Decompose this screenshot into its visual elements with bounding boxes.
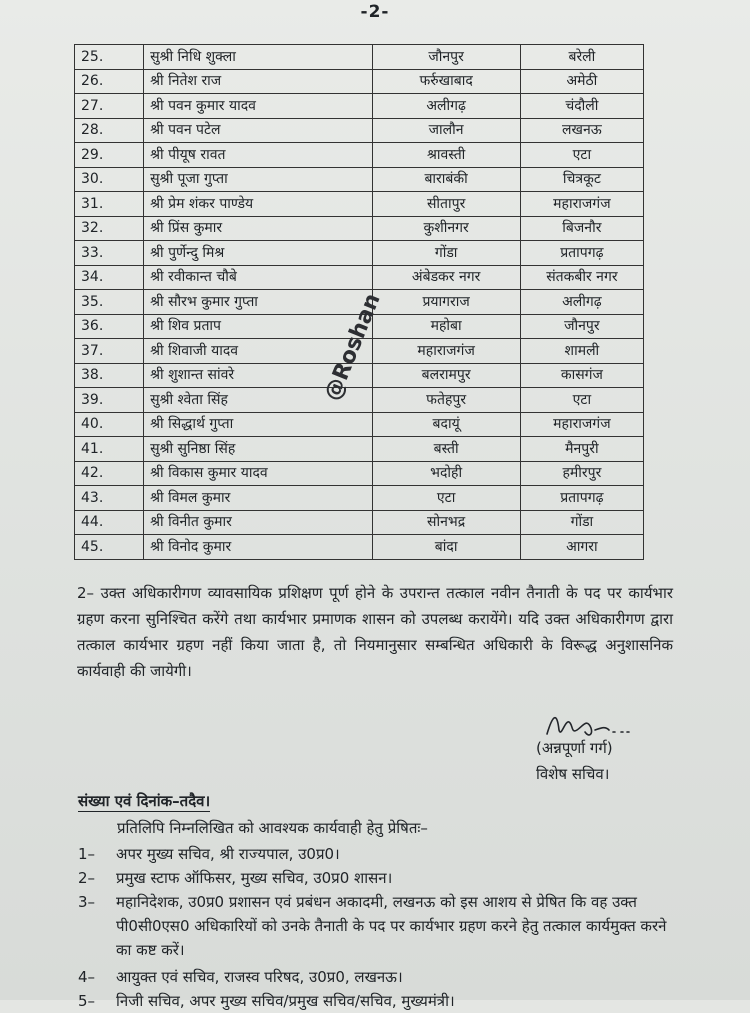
officer-name-cell: श्री पुर्णेन्दु मिश्र xyxy=(144,241,372,266)
officer-name-cell: श्री विनीत कुमार xyxy=(144,510,372,535)
list-item-number: 5– xyxy=(78,992,96,1010)
current-posting-cell: जालौन xyxy=(372,118,520,143)
officer-name-cell: श्री प्रिंस कुमार xyxy=(144,216,372,241)
new-posting-cell: बरेली xyxy=(520,45,643,70)
serial-number-cell: 35. xyxy=(75,290,144,315)
officer-name-cell: श्री रवीकान्त चौबे xyxy=(144,265,372,290)
serial-number-cell: 36. xyxy=(75,314,144,339)
serial-number-cell: 28. xyxy=(75,118,144,143)
serial-number-cell: 41. xyxy=(75,437,144,462)
list-item-text: निजी सचिव, अपर मुख्य सचिव/प्रमुख सचिव/सचिव, मुख्यमंत्री। xyxy=(116,992,455,1010)
serial-number-cell: 42. xyxy=(75,461,144,486)
new-posting-cell: एटा xyxy=(520,388,643,413)
officer-name-cell: श्री विमल कुमार xyxy=(144,486,372,511)
current-posting-cell: फतेहपुर xyxy=(372,388,520,413)
table-row xyxy=(75,265,644,290)
current-posting-cell: फर्रुखाबाद xyxy=(372,69,520,94)
serial-number-cell: 43. xyxy=(75,486,144,511)
serial-number-cell: 29. xyxy=(75,143,144,168)
serial-number-cell: 39. xyxy=(75,388,144,413)
officer-name-cell: श्री पवन पटेल xyxy=(144,118,372,143)
new-posting-cell: बिजनौर xyxy=(520,216,643,241)
current-posting-cell: कुशीनगर xyxy=(372,216,520,241)
new-posting-cell: संतकबीर नगर xyxy=(520,265,643,290)
table-row xyxy=(75,94,644,119)
serial-number-cell: 27. xyxy=(75,94,144,119)
serial-number-cell: 33. xyxy=(75,241,144,266)
serial-number-cell: 26. xyxy=(75,69,144,94)
list-item xyxy=(78,842,678,866)
officer-name-cell: सुश्री निधि शुक्ला xyxy=(144,45,372,70)
current-posting-cell: अलीगढ़ xyxy=(372,94,520,119)
serial-number-cell: 34. xyxy=(75,265,144,290)
new-posting-cell: अमेठी xyxy=(520,69,643,94)
serial-number-cell: 32. xyxy=(75,216,144,241)
officer-name-cell: सुश्री श्वेता सिंह xyxy=(144,388,372,413)
table-row xyxy=(75,69,644,94)
list-item-number: 4– xyxy=(78,968,96,986)
table-row xyxy=(75,241,644,266)
list-item-text: प्रमुख स्टाफ ऑफिसर, मुख्य सचिव, उ0प्र0 शासन। xyxy=(116,869,393,887)
current-posting-cell: महाराजगंज xyxy=(372,339,520,364)
reference-heading: संख्या एवं दिनांक–तदैव। xyxy=(78,792,211,810)
new-posting-cell: लखनऊ xyxy=(520,118,643,143)
list-item-number: 2– xyxy=(78,869,96,887)
new-posting-cell: महाराजगंज xyxy=(520,192,643,217)
officer-name-cell: श्री सिद्धार्थ गुप्ता xyxy=(144,412,372,437)
new-posting-cell: मैनपुरी xyxy=(520,437,643,462)
serial-number-cell: 31. xyxy=(75,192,144,217)
serial-number-cell: 37. xyxy=(75,339,144,364)
watermark: @Roshan xyxy=(320,289,386,405)
table-row xyxy=(75,143,644,168)
current-posting-cell: बस्ती xyxy=(372,437,520,462)
serial-number-cell: 38. xyxy=(75,363,144,388)
current-posting-cell: श्रावस्ती xyxy=(372,143,520,168)
current-posting-cell: गोंडा xyxy=(372,241,520,266)
serial-number-cell: 45. xyxy=(75,535,144,560)
current-posting-cell: जौनपुर xyxy=(372,45,520,70)
current-posting-cell: भदोही xyxy=(372,461,520,486)
current-posting-cell: सीतापुर xyxy=(372,192,520,217)
copy-intro: प्रतिलिपि निम्नलिखित को आवश्यक कार्यवाही हेतु प्रेषितः– xyxy=(117,819,428,837)
officer-name-cell: सुश्री सुनिष्ठा सिंह xyxy=(144,437,372,462)
table-row xyxy=(75,486,644,511)
current-posting-cell: प्रयागराज xyxy=(372,290,520,315)
new-posting-cell: गोंडा xyxy=(520,510,643,535)
officer-name-cell: श्री नितेश राज xyxy=(144,69,372,94)
list-item-text: अपर मुख्य सचिव, श्री राज्यपाल, उ0प्र0। xyxy=(116,845,340,863)
new-posting-cell: चित्रकूट xyxy=(520,167,643,192)
new-posting-cell: हमीरपुर xyxy=(520,461,643,486)
new-posting-cell: चंदौली xyxy=(520,94,643,119)
current-posting-cell: बाराबंकी xyxy=(372,167,520,192)
table-row xyxy=(75,118,644,143)
new-posting-cell: शामली xyxy=(520,339,643,364)
new-posting-cell: आगरा xyxy=(520,535,643,560)
list-item xyxy=(78,890,678,962)
list-item-number: 3– xyxy=(78,893,96,911)
new-posting-cell: महाराजगंज xyxy=(520,412,643,437)
current-posting-cell: महोबा xyxy=(372,314,520,339)
current-posting-cell: अंबेडकर नगर xyxy=(372,265,520,290)
table-row xyxy=(75,216,644,241)
list-item-text: आयुक्त एवं सचिव, राजस्व परिषद, उ0प्र0, लखनऊ। xyxy=(116,968,403,986)
serial-number-cell: 30. xyxy=(75,167,144,192)
current-posting-cell: बदायूं xyxy=(372,412,520,437)
paragraph-2: 2– उक्त अधिकारीगण व्यावसायिक प्रशिक्षण पूर्ण होने के उपरान्त तत्काल नवीन तैनाती के पद पर कार्यभार ग्रहण करना सुनिश्चित करेंगे तथा कार्यभार प्रमाणक शासन को उपलब्ध करायेंगे। यदि उक्त अधिकारीगण द्वारा तत्काल कार्यभार ग्रहण नहीं किया जाता है, तो नियमानुसार सम्बन्धित अधिकारी के विरूद्ध अनुशासनिक कार्यवाही की जायेगी। xyxy=(77,584,673,680)
serial-number-cell: 44. xyxy=(75,510,144,535)
officer-name-cell: श्री पीयूष रावत xyxy=(144,143,372,168)
table-row xyxy=(75,363,644,388)
table-row xyxy=(75,510,644,535)
list-item-number: 1– xyxy=(78,845,96,863)
new-posting-cell: कासगंज xyxy=(520,363,643,388)
current-posting-cell: बलरामपुर xyxy=(372,363,520,388)
new-posting-cell: एटा xyxy=(520,143,643,168)
signatory-designation: विशेष सचिव। xyxy=(536,765,610,783)
officer-name-cell: श्री विकास कुमार यादव xyxy=(144,461,372,486)
new-posting-cell: प्रतापगढ़ xyxy=(520,486,643,511)
table-row xyxy=(75,192,644,217)
officer-name-cell: श्री शुशान्त सांवरे xyxy=(144,363,372,388)
new-posting-cell: अलीगढ़ xyxy=(520,290,643,315)
current-posting-cell: एटा xyxy=(372,486,520,511)
list-item xyxy=(78,866,678,890)
table-row xyxy=(75,461,644,486)
table-row xyxy=(75,437,644,462)
officer-name-cell: श्री शिवाजी यादव xyxy=(144,339,372,364)
new-posting-cell: जौनपुर xyxy=(520,314,643,339)
table-row xyxy=(75,412,644,437)
officer-name-cell: श्री विनोद कुमार xyxy=(144,535,372,560)
page-number: -2- xyxy=(360,2,390,22)
table-row xyxy=(75,388,644,413)
officer-name-cell: श्री प्रेम शंकर पाण्डेय xyxy=(144,192,372,217)
signatory-name: (अन्नपूर्णा गर्ग) xyxy=(536,739,613,757)
table-row xyxy=(75,45,644,70)
new-posting-cell: प्रतापगढ़ xyxy=(520,241,643,266)
officer-name-cell: श्री पवन कुमार यादव xyxy=(144,94,372,119)
table-row xyxy=(75,167,644,192)
copy-recipient-list xyxy=(78,842,678,1013)
current-posting-cell: सोनभद्र xyxy=(372,510,520,535)
list-item xyxy=(78,989,678,1013)
table-row xyxy=(75,535,644,560)
officer-name-cell: सुश्री पूजा गुप्ता xyxy=(144,167,372,192)
list-item xyxy=(78,965,678,989)
list-item-text: महानिदेशक, उ0प्र0 प्रशासन एवं प्रबंधन अकादमी, लखनऊ को इस आशय से प्रेषित कि वह उक्त पी0सी0एस0 अधिकारियों को उनके तैनाती के पद पर कार्यभार ग्रहण करने हेतु तत्काल कार्यमुक्त करने का कष्ट करें। xyxy=(116,893,667,959)
serial-number-cell: 25. xyxy=(75,45,144,70)
serial-number-cell: 40. xyxy=(75,412,144,437)
officer-name-cell: श्री सौरभ कुमार गुप्ता xyxy=(144,290,372,315)
officer-name-cell: श्री शिव प्रताप xyxy=(144,314,372,339)
current-posting-cell: बांदा xyxy=(372,535,520,560)
